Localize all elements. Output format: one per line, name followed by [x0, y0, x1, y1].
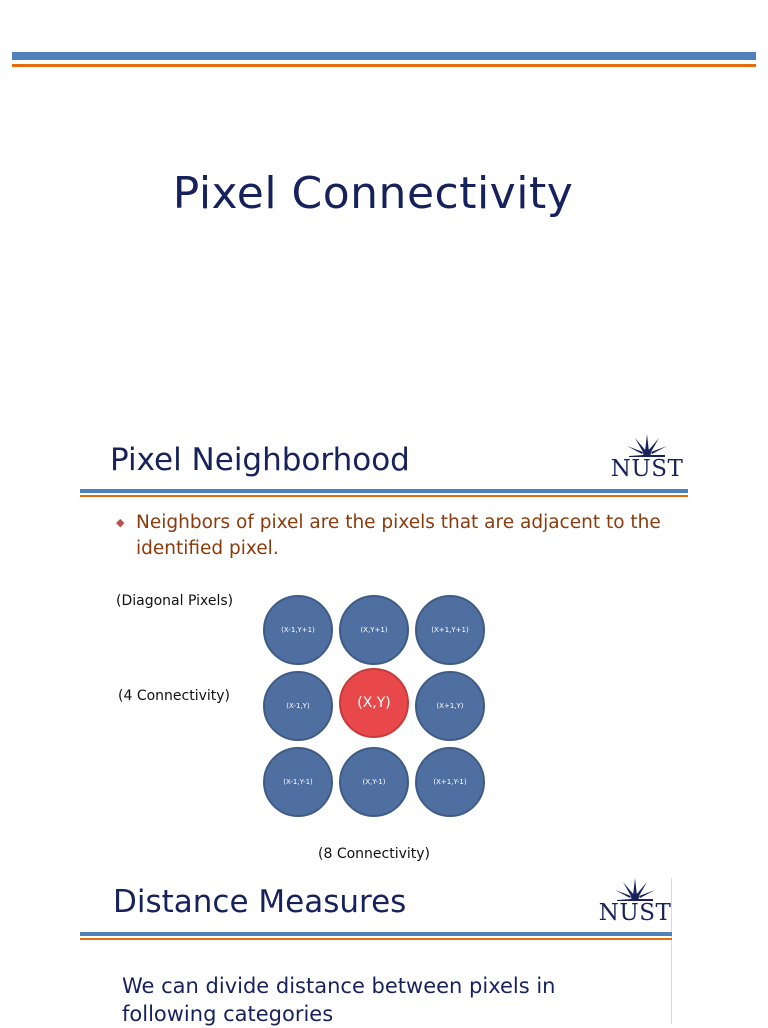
pixel-cell: (X+1,Y+1) [415, 595, 485, 665]
slide3-rule-orange [80, 938, 672, 940]
nust-logo-text: NUST [610, 456, 684, 482]
slide3-rule-blue [80, 932, 672, 936]
slide2-rule-orange [80, 495, 688, 497]
pixel-cell: (X,Y-1) [339, 747, 409, 817]
pixel-cell: (X+1,Y-1) [415, 747, 485, 817]
slide3-title: Distance Measures [113, 884, 407, 920]
top-rule-orange [12, 64, 756, 67]
label-4-connectivity: (4 Connectivity) [118, 688, 231, 704]
slide2-title: Pixel Neighborhood [110, 442, 410, 478]
nust-logo [593, 876, 677, 926]
pixel-cell: (X+1,Y) [415, 671, 485, 741]
center-pixel-cell: (X,Y) [339, 668, 409, 738]
slide1-title: Pixel Connectivity [172, 168, 574, 219]
pixel-neighborhood-grid [260, 592, 488, 820]
label-diagonal-pixels: (Diagonal Pixels) [116, 593, 234, 609]
pixel-cell: (X-1,Y) [263, 671, 333, 741]
bullet-diamond-icon: ◆ [116, 516, 125, 529]
pixel-cell: (X-1,Y+1) [263, 595, 333, 665]
bullet-text: Neighbors of pixel are the pixels that are adjacent to the identified pixel. [136, 512, 661, 559]
nust-logo [605, 432, 689, 482]
slide3-edge-line [671, 878, 672, 1024]
slide2-rule-blue [80, 489, 688, 493]
pixel-cell: (X,Y+1) [339, 595, 409, 665]
pixel-cell: (X-1,Y-1) [263, 747, 333, 817]
nust-logo-text: NUST [598, 900, 672, 926]
top-rule-blue [12, 52, 756, 60]
slide3-body-text: We can divide distance between pixels in following categories [122, 974, 556, 1026]
label-8-connectivity: (8 Connectivity) [318, 846, 431, 862]
